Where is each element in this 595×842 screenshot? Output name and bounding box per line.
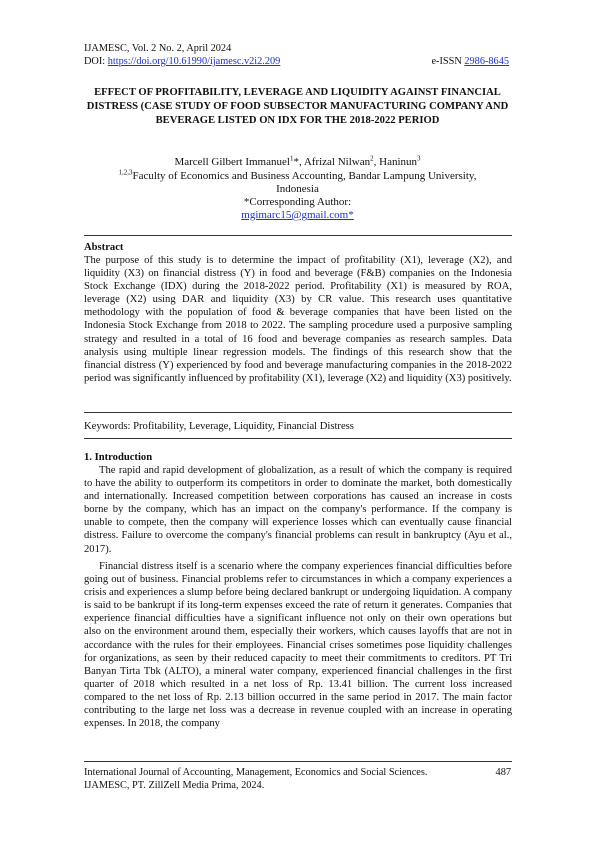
abstract-bottom-rule — [84, 412, 512, 413]
author-line — [70, 156, 525, 169]
intro-paragraph-2: Financial distress itself is a scenario where the company experiences financial difficulties before going out of business. Financial problems refer to circumstances in which a company experiences a crisis and experiences a slump before being declared bankrupt or undergoing liquidation. A company is said to be bankrupt if its long-term expenses exceed the rate of return it generates. Companies that experience financial difficulties have a significant influence not only on their own operations but also on the environment around them, especially their workers, which causes layoffs that are not in accordance with the rules for their employees. Financial crises sometimes pose liquidity challenges for organizations, as seen by their reduced capacity to meet their commitments to creditors. PT Tri Banyan Tirta Tbk (ALTO), a mineral water company, experienced financial challenges in the first quarter of 2018 which resulted in a net loss of Rp. 13.41 billion. The current loss increased compared to the net loss of Rp. 2.13 billion occurred in the same period in 2017. The main factor contributing to the large net loss was a decrease in revenue coupled with an increase in operating expenses. In 2018, the company — [84, 561, 512, 730]
paper-title: EFFECT OF PROFITABILITY, LEVERAGE AND LIQUIDITY AGAINST FINANCIAL DISTRESS (CASE STUDY OF FOOD SUBSECTOR MANUFACTURING COMPANY AND BEVERAGE LISTED ON IDX FOR THE 2018-2022 PERIOD — [86, 87, 509, 126]
affiliation-text: Faculty of Economics and Business Accounting, Bandar Lampung University, — [132, 170, 477, 182]
page-number: 487 — [495, 767, 511, 778]
corresponding-email-line — [70, 209, 525, 222]
author-3: Haninun — [379, 156, 418, 168]
corresponding-email[interactable]: mgimarc15@gmail.com* — [241, 209, 354, 221]
footer-line-2: IJAMESC, PT. ZillZell Media Prima, 2024. — [84, 780, 265, 791]
footer-line-1: International Journal of Accounting, Management, Economics and Social Sciences. — [84, 767, 428, 778]
abstract-heading: Abstract — [84, 242, 124, 253]
author-1: Marcell Gilbert Immanuel — [174, 156, 290, 168]
author-1-sup: 1 — [289, 154, 294, 163]
author-1-mark: *, — [293, 156, 304, 168]
corresponding-label: *Corresponding Author: — [243, 196, 352, 208]
eissn-line — [431, 55, 509, 68]
intro-paragraph-1: The rapid and rapid development of globalization, as a result of which the company is required to have the ability to outperform its competitors in order to dominate the market, both domestically and internationally. Increased competition between corporations has caused an increase in costs borne by the company, which has an impact on the company's performance. If the company is unable to compete, then the company will experience losses which can eventually cause financial distress. Failure to overcome the company's financial problems can result in bankruptcy (Ayu et al., 2017). — [84, 465, 512, 555]
doi-label: DOI: — [84, 56, 108, 67]
author-3-sep: , — [373, 156, 380, 168]
affiliation-line-1 — [70, 170, 525, 183]
doi-link[interactable]: https://doi.org/10.61990/ijamesc.v2i2.209 — [107, 56, 281, 67]
affiliation-sup: 1,2,3 — [118, 168, 133, 177]
section-heading-introduction: 1. Introduction — [84, 452, 153, 463]
abstract-text: The purpose of this study is to determine the impact of profitability (X1), leverage (X2), and liquidity (X3) on financial distress (Y) in food and beverage (F&B) companies on the Indonesia Stock Exchange (IDX) during the 2018-2022 period. Profitability (X1) is measured by ROA, leverage (X2) using DAR and liquidity (X3) by CR value. This research uses quantitative methodology with the population of food & beverage companies that have been listed on the Indonesia Stock Exchange from 2018 to 2022. The sampling procedure used a purposive sampling strategy and resulted in a total of 16 food and beverage companies as research samples. Data analysis using multiple linear regression models. The findings of this research show that the financial distress (Y) experienced by food and beverage manufacturing companies in the 2018-2022 period was significantly influenced by profitability (X1), leverage (X2) and liquidity (X3) positively. — [84, 255, 512, 384]
abstract-top-rule — [84, 235, 512, 236]
author-2: Afrizal Nilwan — [303, 156, 371, 168]
author-3-sup: 3 — [417, 154, 421, 163]
eissn-label: e-ISSN — [431, 56, 465, 67]
keywords-rule — [84, 438, 512, 439]
footer-rule — [84, 761, 512, 762]
author-2-sup: 2 — [370, 154, 374, 163]
affiliation-line-2: Indonesia — [276, 183, 319, 195]
keywords: Keywords: Profitability, Leverage, Liquidity, Financial Distress — [84, 421, 354, 432]
eissn-link[interactable]: 2986-8645 — [464, 56, 509, 67]
doi-line — [84, 55, 280, 68]
journal-line: IJAMESC, Vol. 2 No. 2, April 2024 — [84, 43, 232, 54]
